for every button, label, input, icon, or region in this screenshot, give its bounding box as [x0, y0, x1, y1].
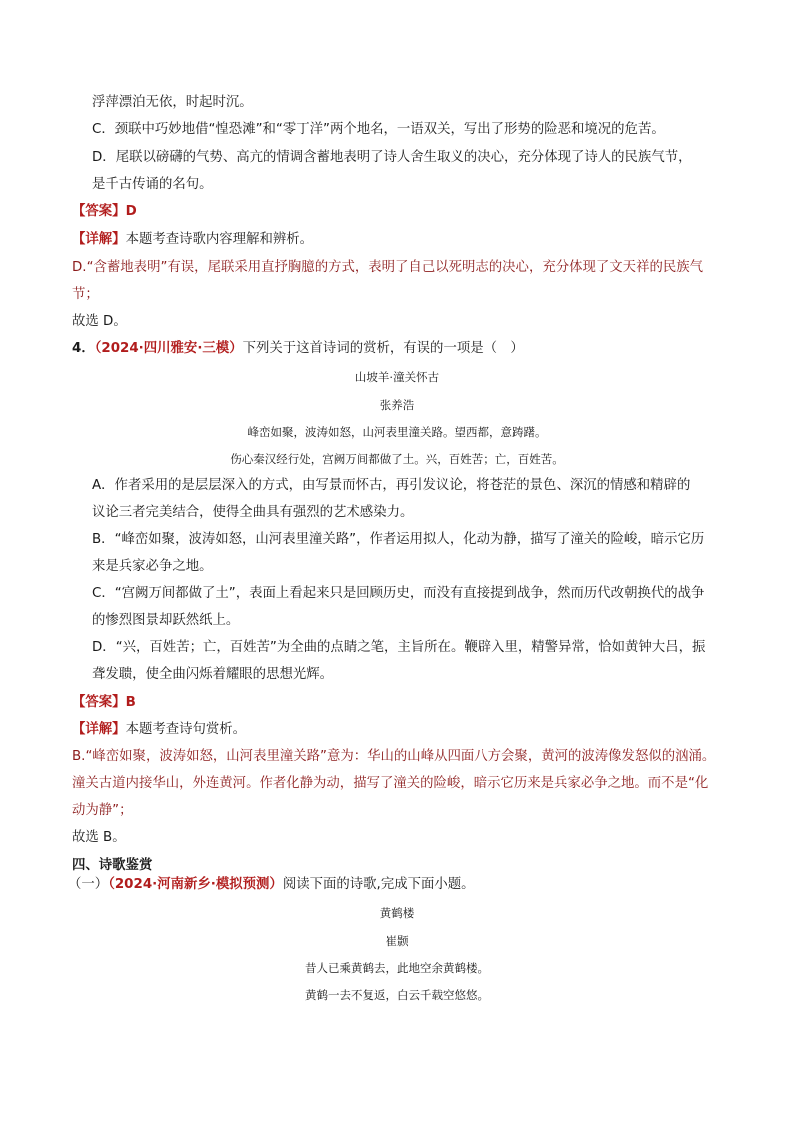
q4-analysis-line1: B.“峰峦如聚，波涛如怒，山河表里潼关路”意为：华山的山峰从四面八方会聚，黄河的波涛像发怒似的汹涌。 [72, 749, 716, 764]
answer-label: 【答案】 [72, 204, 126, 219]
q4-option-c-line2: 的惨烈图景却跃然纸上。 [92, 613, 240, 628]
section4-sub-prefix: （一） [68, 877, 109, 892]
q4-option-b-line2: 来是兵家必争之地。 [92, 559, 213, 574]
section4-poem-title: 黄鹤楼 [379, 906, 415, 920]
section4-poem-line2: 黄鹤一去不复返，白云千载空悠悠。 [305, 988, 489, 1002]
q3-answer [72, 203, 137, 221]
detail-text: 本题考查诗歌内容理解和辨析。 [125, 232, 314, 247]
section4-sub-stem-line [68, 876, 475, 894]
section4-poem-line1: 昔人已乘黄鹤去，此地空余黄鹤楼。 [305, 961, 489, 975]
q4-option-b-line1: B．“峰峦如聚，波涛如怒，山河表里潼关路”，作者运用拟人，化动为静，描写了潼关的险峻，暗示它历 [92, 532, 705, 547]
q4-poem-author: 张养浩 [379, 398, 415, 412]
q4-answer [72, 694, 136, 712]
section4-sub-source: （2024·河南新乡·模拟预测） [108, 877, 283, 892]
q4-choose: 故选 B。 [72, 830, 126, 845]
q4-poem-title: 山坡羊·潼关怀古 [354, 370, 440, 384]
section4-poem-author: 崔颢 [385, 934, 409, 948]
answer-label: 【答案】 [72, 695, 126, 710]
q3-detail [72, 231, 313, 249]
q3-option-d-line2: 是千古传诵的名句。 [92, 177, 213, 192]
q4-detail [72, 721, 246, 739]
section4-sub-stem: 阅读下面的诗歌,完成下面小题。 [282, 877, 475, 892]
q3-analysis-line2: 节； [72, 287, 99, 302]
q4-option-d-line1: D．“兴，百姓苦；亡，百姓苦”为全曲的点睛之笔，主旨所在。鞭辟入里，精警异常，恰如黄钟大吕，振 [92, 640, 706, 655]
q4-stem: 下列关于这首诗词的赏析，有误的一项是（ ） [242, 341, 524, 356]
answer-value: D [125, 204, 137, 219]
q4-option-a-line1: A．作者采用的是层层深入的方式，由写景而怀古，再引发议论，将苍茫的景色、深沉的情感和精辟的 [92, 478, 691, 493]
section-heading: 四、诗歌鉴赏 [72, 858, 153, 873]
q4-analysis-line3: 动为静”； [72, 803, 133, 818]
q4-analysis-line2: 潼关古道内接华山，外连黄河。作者化静为动，描写了潼关的险峻，暗示它历来是兵家必争之地。而不是“化 [72, 776, 709, 791]
q3-option-d-line1: D．尾联以磅礴的气势、高亢的情调含蓄地表明了诗人舍生取义的决心，充分体现了诗人的民族气节， [92, 150, 692, 165]
detail-label: 【详解】 [72, 722, 126, 737]
q3-choose: 故选 D。 [72, 314, 127, 329]
q4-option-a-line2: 议论三者完美结合，使得全曲具有强烈的艺术感染力。 [92, 505, 414, 520]
q4-option-c-line1: C．“宫阙万间都做了土”，表面上看起来只是回顾历史，而没有直接提到战争，然而历代改朝换代的战争 [92, 586, 705, 601]
q4-option-d-line2: 聋发聩，使全曲闪烁着耀眼的思想光辉。 [92, 667, 334, 682]
q4-poem-line1: 峰峦如聚，波涛如怒，山河表里潼关路。望西都，意踌躇。 [247, 425, 547, 439]
q4-poem-line2: 伤心秦汉经行处，宫阙万间都做了土。兴，百姓苦；亡，百姓苦。 [230, 452, 564, 466]
q3-analysis-line1: D.“含蓄地表明”有误，尾联采用直抒胸臆的方式，表明了自己以死明志的决心，充分体现了文天祥的民族气 [72, 260, 704, 275]
answer-value: B [125, 695, 136, 710]
detail-text: 本题考查诗句赏析。 [125, 722, 247, 737]
q3-option-b-continuation: 浮萍漂泊无依，时起时沉。 [92, 95, 253, 110]
q4-stem-line [72, 340, 524, 358]
q4-number: 4． [72, 341, 95, 356]
q3-option-c: C．颈联中巧妙地借“惶恐滩”和“零丁洋”两个地名，一语双关，写出了形势的险恶和境况的危苦。 [92, 122, 665, 137]
q4-source: （2024·四川雅安·三模） [94, 341, 243, 356]
detail-label: 【详解】 [72, 232, 126, 247]
